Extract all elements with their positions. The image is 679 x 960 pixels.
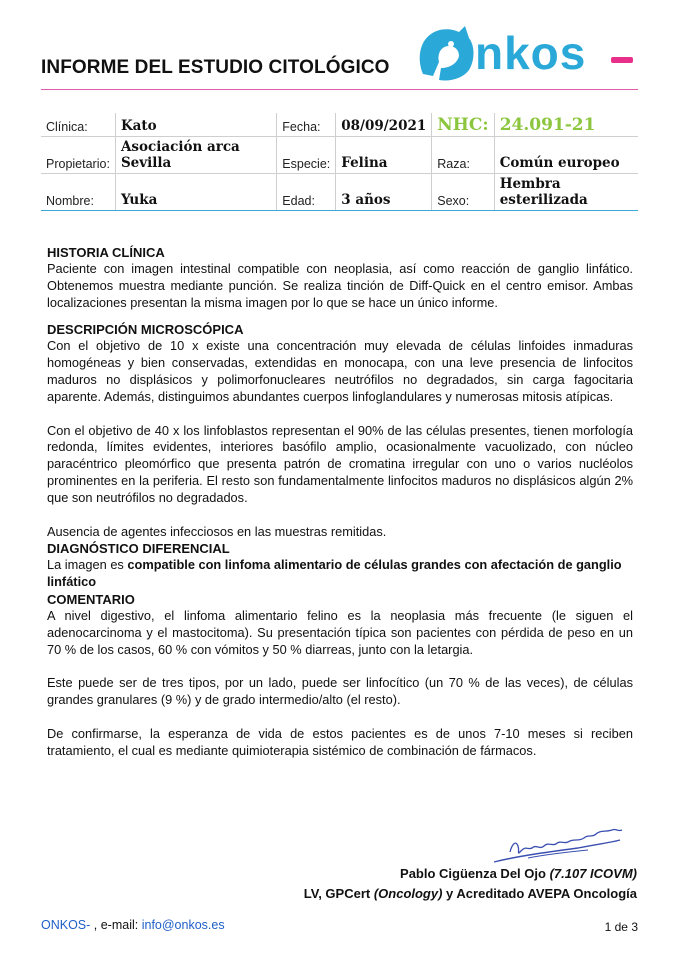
nhc-label: NHC: bbox=[432, 113, 494, 136]
descripcion-p1: Con el objetivo de 10 x existe una concentración muy elevada de células linfoides inmaduras homogéneas y bien conservadas, extendidas en monocapa, con una leve presencia de linfocitos maduros no displásicos y polimorfonucleares neutrófilos no degradados, sin carga fagocitaria aparente. Además, distinguimos abundantes cuerpos linfoglandulares y numerosas mitosis atípicas. bbox=[47, 338, 633, 404]
especie-label: Especie: bbox=[277, 136, 336, 173]
comentario-p2: Este puede ser de tres tipos, por un lado, puede ser linfocítico (un 70 % de las veces), de células grandes granulares (9 %) y de grado intermedio/alto (el resto). bbox=[47, 675, 633, 708]
logo-wordmark: nkos bbox=[475, 27, 587, 79]
diagnostico-prefix: La imagen es bbox=[47, 557, 128, 573]
especie-value: Felina bbox=[336, 136, 432, 173]
descripcion-p2: Con el objetivo de 40 x los linfoblastos representan el 90% de las células presentes, tienen morfología redonda, límites evidentes, interiores basófilo amplio, ocasionalmente vacuolizado, con núcleo paracéntrico pleomórfico que presenta patrón de cromatina irregular con uno o varios nucléolos prominentes en la periferia. El resto son fundamentalmente linfocitos maduros no displásicos algún 2% que son neutrófilos no degradados. bbox=[47, 422, 633, 505]
report-body bbox=[47, 244, 633, 760]
table-row bbox=[41, 136, 638, 173]
nombre-value: Yuka bbox=[115, 173, 276, 210]
edad-label: Edad: bbox=[277, 173, 336, 210]
page-number: 1 de 3 bbox=[604, 920, 638, 934]
comentario-p3: De confirmarse, la esperanza de vida de estos pacientes es de unos 7-10 meses si reciben tratamiento, el cual es mediante quimioterapia sistémico de combinación de fármacos. bbox=[47, 725, 633, 758]
footer-brand: ONKOS- bbox=[41, 918, 91, 932]
comentario-heading: COMENTARIO bbox=[47, 591, 135, 607]
handwritten-signature bbox=[488, 822, 624, 868]
propietario-value: Asociación arca Sevilla bbox=[115, 136, 276, 173]
signer-credentials: LV, GPCert (Oncology) y Acreditado AVEPA Oncología bbox=[303, 886, 637, 901]
propietario-label: Propietario: bbox=[41, 136, 115, 173]
footer-contact bbox=[41, 918, 225, 932]
logo-dash bbox=[611, 57, 633, 63]
onkos-logo bbox=[415, 22, 640, 84]
sexo-value: Hembra esterilizada bbox=[494, 173, 638, 210]
footer-email-label: , e-mail: bbox=[90, 918, 142, 932]
nombre-label: Nombre: bbox=[41, 173, 115, 210]
info-divider bbox=[41, 210, 638, 211]
diagnostico-text bbox=[47, 557, 633, 591]
patient-info-table bbox=[41, 113, 638, 211]
sexo-label: Sexo: bbox=[432, 173, 494, 210]
clinica-value: Kato bbox=[115, 113, 276, 136]
raza-value: Común europeo bbox=[494, 136, 638, 173]
fecha-label: Fecha: bbox=[277, 113, 336, 136]
raza-label: Raza: bbox=[432, 136, 494, 173]
cat-head-icon bbox=[415, 24, 477, 82]
report-title: INFORME DEL ESTUDIO CITOLÓGICO bbox=[41, 57, 390, 78]
clinica-label: Clínica: bbox=[41, 113, 115, 136]
diagnostico-bold: compatible con linfoma alimentario de células grandes con afectación de ganglio linfático bbox=[47, 557, 622, 590]
nhc-value: 24.091-21 bbox=[494, 113, 638, 136]
descripcion-heading: DESCRIPCIÓN MICROSCÓPICA bbox=[47, 322, 244, 338]
descripcion-p3: Ausencia de agentes infecciosos en las muestras remitidas. bbox=[47, 523, 387, 539]
header-divider bbox=[41, 89, 638, 90]
table-row bbox=[41, 173, 638, 210]
historia-heading: HISTORIA CLÍNICA bbox=[47, 245, 165, 260]
signer-license: (7.107 ICOVM) bbox=[549, 866, 637, 881]
edad-value: 3 años bbox=[336, 173, 432, 210]
fecha-value: 08/09/2021 bbox=[336, 113, 432, 136]
diagnostico-heading: DIAGNÓSTICO DIFERENCIAL bbox=[47, 541, 230, 557]
comentario-p1: A nivel digestivo, el linfoma alimentario felino es la neoplasia más frecuente (le siguen el adenocarcinoma y el mastocitoma). Su presentación típica son pacientes con pérdida de peso en un 70 % de los casos, 60 % con vómitos y 50 % diarreas, junto con la letargia. bbox=[47, 607, 633, 657]
historia-text: Paciente con imagen intestinal compatible con neoplasia, así como reacción de ganglio linfático. Obtenemos muestra mediante punción. Se realiza tinción de Diff-Quick en el centro emisor. Ambas localizaciones presentan la misma imagen por lo que se hace un único informe. bbox=[47, 261, 633, 310]
table-row bbox=[41, 113, 638, 136]
signer-name: Pablo Cigüenza Del Ojo (7.107 ICOVM) bbox=[400, 866, 637, 881]
footer-email-link[interactable]: info@onkos.es bbox=[141, 918, 225, 932]
